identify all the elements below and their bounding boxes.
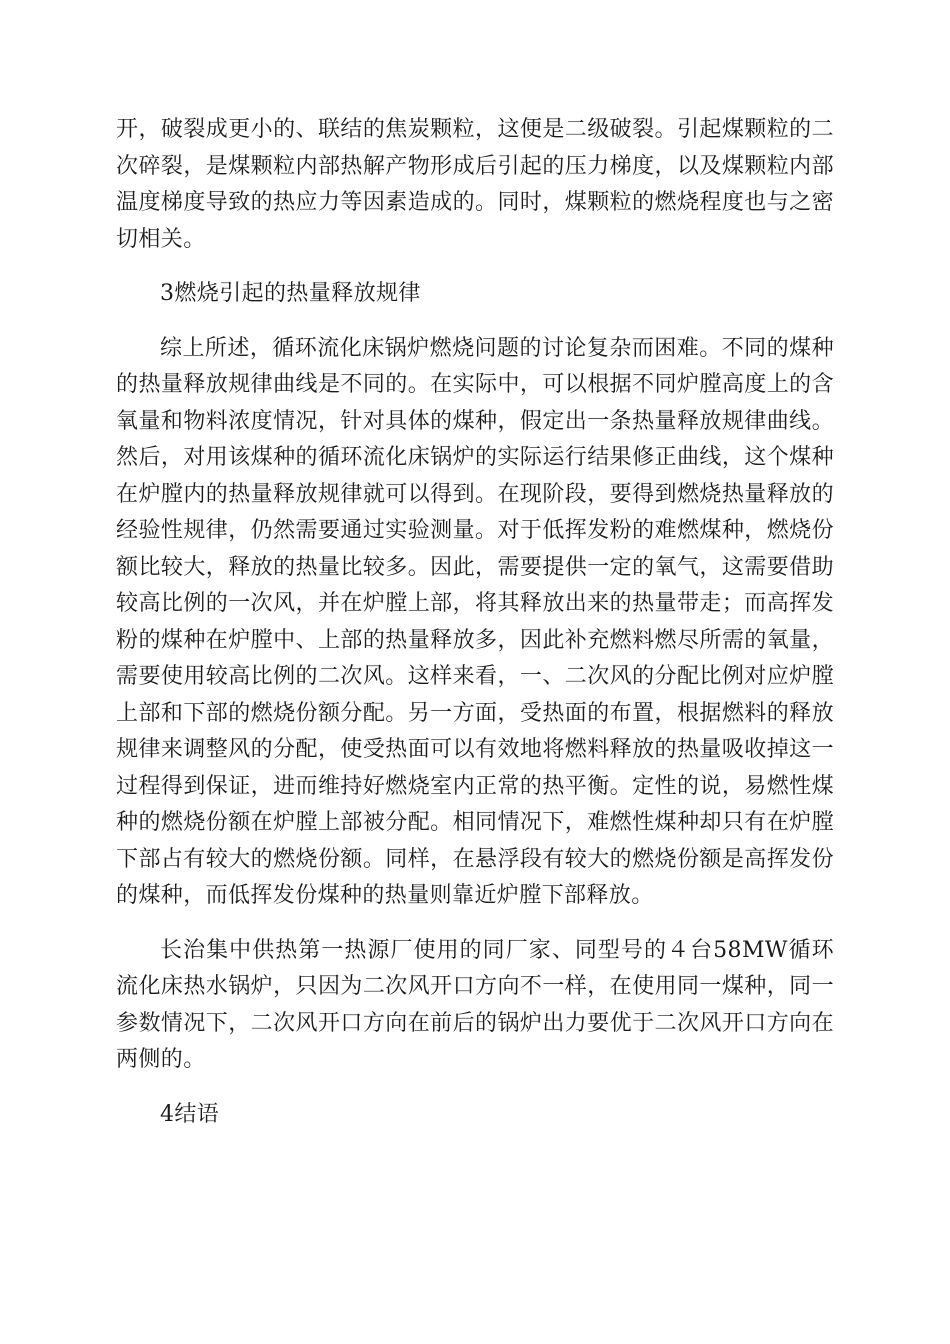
paragraph-continued: 开，破裂成更小的、联结的焦炭颗粒，这便是二级破裂。引起煤颗粒的二次碎裂，是煤颗粒内部热解产物形成后引起的压力梯度，以及煤颗粒内部温度梯度导致的热应力等因素造成的。同时，煤颗粒的燃烧程度也与之密切相关。 bbox=[116, 117, 834, 252]
paragraph-changzhi-case: 长治集中供热第一热源厂使用的同厂家、同型号的４台58MW循环流化床热水锅炉，只因为二次风开口方向不一样，在使用同一煤种，同一参数情况下，二次风开口方向在前后的锅炉出力要优于二次风开口方向在两侧的。 bbox=[116, 937, 834, 1072]
paragraph-gap bbox=[116, 915, 834, 933]
paragraph-gap bbox=[116, 313, 834, 331]
paragraph-gap bbox=[116, 1079, 834, 1097]
section-heading-3: 3燃烧引起的热量释放规律 bbox=[160, 281, 421, 306]
section-heading-4: 4结语 bbox=[160, 1101, 220, 1127]
paragraph-heat-release: 综上所述，循环流化床锅炉燃烧问题的讨论复杂而困难。不同的煤种的热量释放规律曲线是不同的。在实际中，可以根据不同炉膛高度上的含氧量和物料浓度情况，针对具体的煤种，假定出一条热量释放规律曲线。然后，对用该煤种的循环流化床锅炉的实际运行结果修正曲线，这个煤种在炉膛内的热量释放规律就可以得到。在现阶段，要得到燃烧热量释放的经验性规律，仍然需要通过实验测量。对于低挥发粉的难燃煤种，燃烧份额比较大，释放的热量比较多。因此，需要提供一定的氧气，这需要借助较高比例的一次风，并在炉膛上部，将其释放出来的热量带走；而高挥发粉的煤种在炉膛中、上部的热量释放多，因此补充燃料燃尽所需的氧量，需要使用较高比例的二次风。这样来看，一、二次风的分配比例对应炉膛上部和下部的燃烧份额分配。另一方面，受热面的布置，根据燃料的释放规律来调整风的分配，使受热面可以有效地将燃料释放的热量吸收掉这一过程得到保证，进而维持好燃烧室内正常的热平衡。定性的说，易燃性煤种的燃烧份额在炉膛上部被分配。相同情况下，难燃性煤种却只有在炉膛下部占有较大的燃烧份额。同样，在悬浮段有较大的燃烧份额是高挥发份的煤种，而低挥发份煤种的热量则靠近炉膛下部释放。 bbox=[116, 335, 834, 908]
paragraph-gap bbox=[116, 258, 834, 276]
document-body bbox=[116, 112, 834, 1133]
